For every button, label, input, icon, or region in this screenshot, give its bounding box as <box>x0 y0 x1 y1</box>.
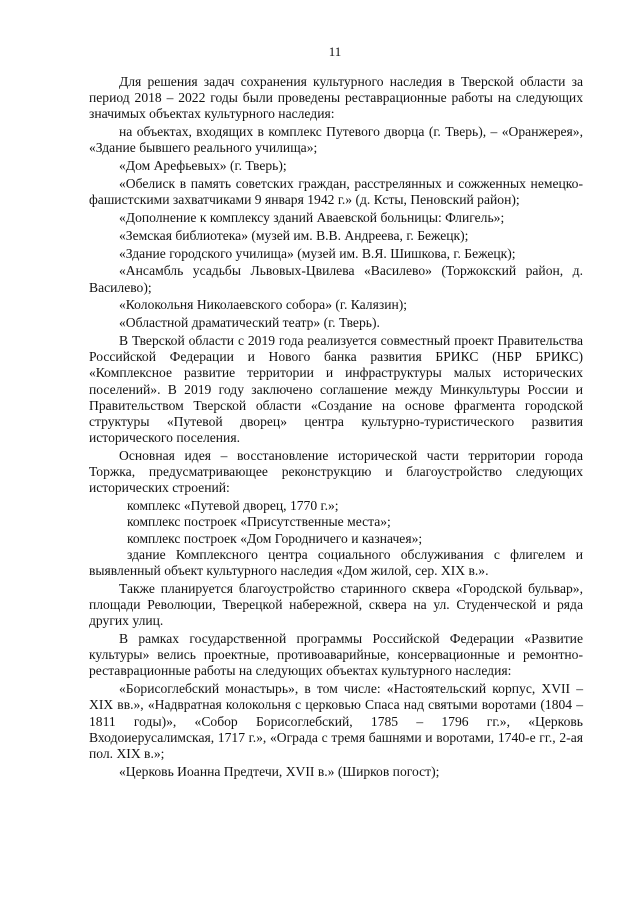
list-item-putevoy-dvorets: на объектах, входящих в комплекс Путевого дворца (г. Тверь), – «Оранжерея», «Здание бывшего реального училища»; <box>89 124 583 156</box>
paragraph-intro: Для решения задач сохранения культурного наследия в Тверской области за период 2018 – 2022 годы были проведены реставрационные работы на следующих значимых объектах культурного наследия: <box>89 74 583 122</box>
paragraph-main-idea: Основная идея – восстановление исторической части территории города Торжка, предусматривающее реконструкцию и благоустройство следующих исторических строений: <box>89 448 583 496</box>
paragraph-blagoustroystvo: Также планируется благоустройство старинного сквера «Городской бульвар», площади Революции, Тверецкой набережной, сквера на ул. Студенческой и ряда других улиц. <box>89 580 583 629</box>
paragraph-brics-project: В Тверской области с 2019 года реализуется совместный проект Правительства Российской Федерации и Нового банка развития БРИКС (НБР БРИКС) «Комплексное развитие территории и инфраструктуры малых исторических поселений». В 2019 году заключено соглашение между Минкультуры России и Правительством Тверской области «Создание на основе фрагмента городской структуры «Путевой дворец» центра культурно-туристического развития исторического поселения. <box>89 332 583 446</box>
list-item-zemskaya-biblioteka: «Земская библиотека» (музей им. В.В. Андреева, г. Бежецк); <box>119 227 469 243</box>
list-item-tserkov-ioanna-predtechi: «Церковь Иоанна Предтечи, XVII в.» (Ширков погост); <box>119 763 440 779</box>
list-item-gorodskoe-uchilishche: «Здание городского училища» (музей им. В.Я. Шишкова, г. Бежецк); <box>119 245 516 261</box>
list-item-kolokolnya-kalyazin: «Колокольня Николаевского собора» (г. Калязин); <box>119 297 408 313</box>
list-item-obelisk: «Обелиск в память советских граждан, расстрелянных и сожженных немецко-фашистскими захватчиками 9 января 1942 г.» (д. Ксты, Пеновский район); <box>89 176 583 208</box>
list-item-kompleksny-tsentr: здание Комплексного центра социального обслуживания с флигелем и выявленный объект культурного наследия «Дом жилой, сер. XIX в.». <box>89 546 583 579</box>
document-body <box>89 74 583 782</box>
list-item-avaevskaya-bolnitsa: «Дополнение к комплексу зданий Аваевской больницы: Флигель»; <box>119 210 505 225</box>
list-item-borisoglebsky-monastyr: «Борисоглебский монастырь», в том числе: «Настоятельский корпус, XVII – XIX вв.», «Надвратная колокольня с церковью Спаса над святыми воротами (1804 – 1811 годы)», «Собор Борисоглебский, 1785 – 1796 гг.», «Церковь Входоиерусалимская, 1717 г.», «Ограда с тремя башнями и воротами, 1740-е гг., 2-ая пол. XIX в.»; <box>89 681 583 762</box>
list-item-dom-arefyevykh: «Дом Арефьевых» (г. Тверь); <box>119 158 287 174</box>
list-item-prisutstvennye-mesta: комплекс построек «Присутственные места»; <box>127 514 391 530</box>
list-item-usadba-vasilevo: «Ансамбль усадьбы Львовых-Цвилева «Василево» (Торжокский район, д. Василево); <box>89 263 583 295</box>
paragraph-gosprogramma: В рамках государственной программы Российской Федерации «Развитие культуры» велись проектные, противоаварийные, консервационные и ремонтно-реставрационные работы на следующих объектах культурного наследия: <box>89 631 583 679</box>
list-item-dramaticheskiy-teatr: «Областной драматический театр» (г. Тверь). <box>119 315 380 331</box>
list-item-putevoy-dvorets-complex: комплекс «Путевой дворец, 1770 г.»; <box>127 498 339 514</box>
list-item-dom-gorodnichego: комплекс построек «Дом Городничего и казначея»; <box>127 530 423 546</box>
page-number: 11 <box>328 44 342 59</box>
